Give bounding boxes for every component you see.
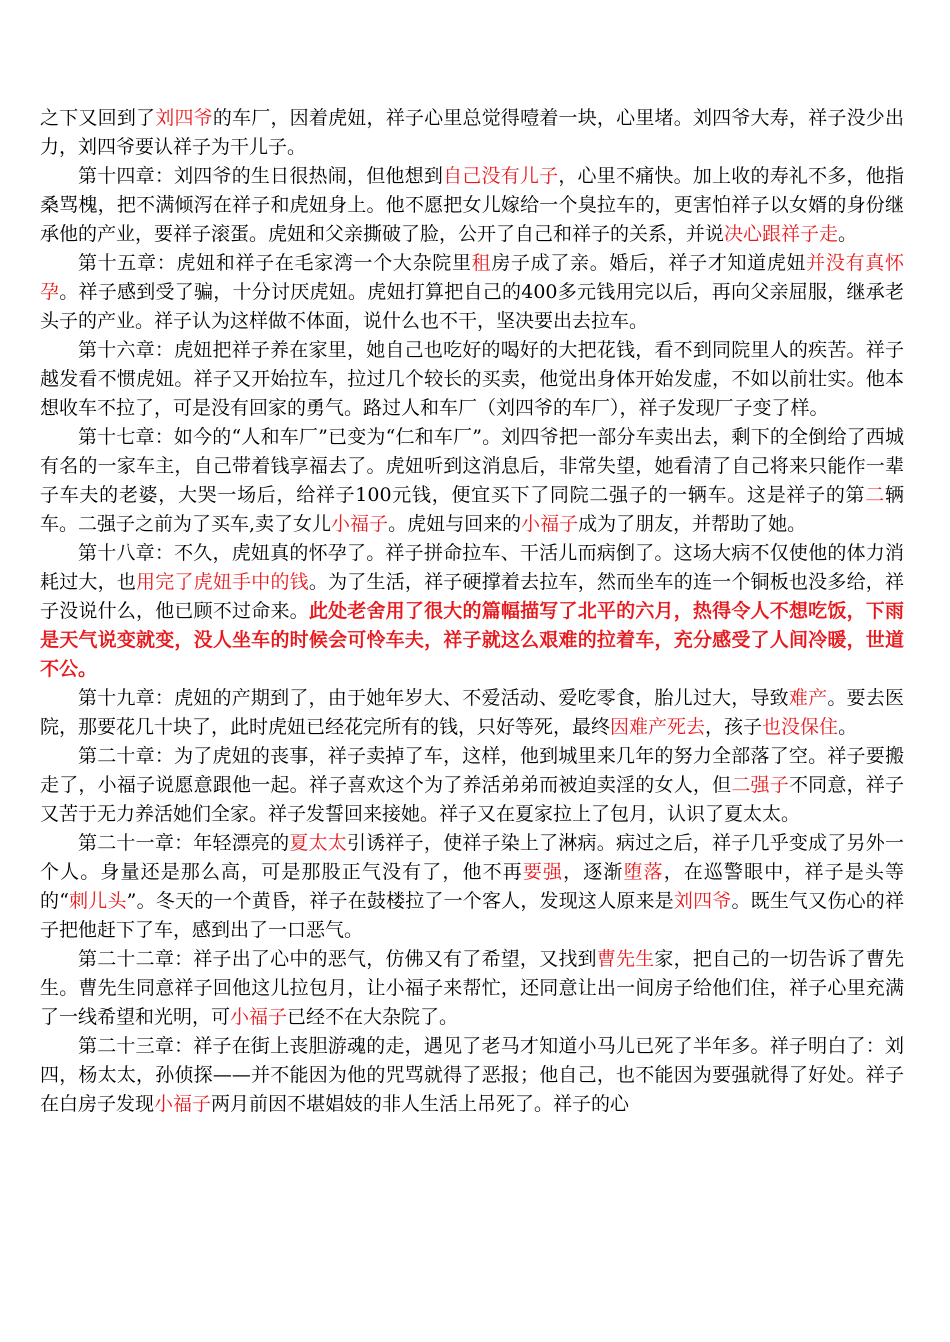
highlighted-text: 二强子 bbox=[731, 774, 789, 796]
highlighted-text: 夏太太 bbox=[289, 832, 347, 854]
text-segment: 第十四章：刘四爷的生日很热闹，但他想到 bbox=[78, 165, 444, 187]
paragraph-ch20 bbox=[40, 742, 904, 829]
highlighted-text: 也没保住 bbox=[762, 716, 839, 738]
highlighted-text: 小福子 bbox=[521, 513, 579, 535]
highlighted-text: 堕落 bbox=[623, 861, 664, 883]
paragraph-ch17 bbox=[40, 423, 904, 539]
text-segment: ，心里不痛快。加上收的寿礼不多，他指桑骂槐，把不满倾泻在祥子和虎妞身上。他不愿把女儿嫁给一个臭拉车的，更害怕祥子以女婿的身份继承他的产业，要祥子滚蛋。虎妞和父亲撕破了脸，公开了自己和祥子的关系，并说 bbox=[40, 165, 904, 245]
highlighted-text: 用完了虎妞手中的钱 bbox=[136, 571, 309, 593]
paragraph-ch15 bbox=[40, 249, 904, 336]
highlighted-text: 曹先生 bbox=[596, 948, 655, 970]
text-segment: 成为了朋友，并帮助了她。 bbox=[578, 513, 807, 535]
highlighted-text: 小福子 bbox=[230, 1006, 288, 1028]
highlighted-text: 决心跟祥子走 bbox=[724, 223, 839, 245]
text-segment: 的车厂，因着虎妞，祥子心里总觉得噎着一块，心里堵。刘四爷大寿，祥子没少出力，刘四爷要认祥子为干儿子。 bbox=[40, 107, 904, 158]
document-body bbox=[40, 104, 904, 1119]
highlighted-text: 此处老舍用了很大的篇幅描写了北平的六月，热得令人不想吃饭，下雨是天气说变就变，没人坐车的时候会可怜车夫，祥子就这么艰难的拉着车，充分感受了人间冷暖，世道不公。 bbox=[40, 600, 904, 680]
paragraph-ch14 bbox=[40, 162, 904, 249]
paragraph-p-continue bbox=[40, 104, 904, 162]
highlighted-text: 因难产死去 bbox=[610, 716, 706, 738]
paragraph-ch19 bbox=[40, 684, 904, 742]
text-segment: ，孩子 bbox=[705, 716, 763, 738]
text-segment: 第二十二章：祥子出了心中的恶气，仿佛又有了希望，又找到 bbox=[78, 948, 597, 970]
text-segment: 。为了生活，祥子硬撑着去拉车，然而坐车的连一个铜板也没多给，祥子没说什么，他已顾不过命来。 bbox=[40, 571, 904, 622]
highlighted-text: 难产 bbox=[788, 687, 828, 709]
text-segment: 第二十一章：年轻漂亮的 bbox=[78, 832, 290, 854]
text-segment: 之下又回到了 bbox=[40, 107, 156, 129]
text-segment: 引诱祥子，使祥子染上了淋病。病过之后，祥子几乎变成了另外一个人。身量还是那么高，可是那股正气没有了，他不再 bbox=[40, 832, 904, 883]
text-segment: 不同意，祥子又苦于无力养活她们全家。祥子发誓回来接她。祥子又在夏家拉上了包月，认识了夏太太。 bbox=[40, 774, 904, 825]
text-segment: 两月前因不堪娼妓的非人生活上吊死了。祥子的心 bbox=[211, 1093, 630, 1115]
paragraph-ch23 bbox=[40, 1032, 904, 1119]
text-segment: 。要去医院，那要花几十块了，此时虎妞已经花完所有的钱，只好等死，最终 bbox=[40, 687, 904, 738]
paragraph-ch22 bbox=[40, 945, 904, 1032]
text-segment: ，逐渐 bbox=[563, 861, 624, 883]
text-segment: 。 bbox=[838, 223, 858, 245]
text-segment: 。虎妞与回来的 bbox=[388, 513, 522, 535]
text-segment: 。 bbox=[838, 716, 858, 738]
text-segment: 第二十章：为了虎妞的丧事，祥子卖掉了车，这样，他到城里来几年的努力全部落了空。祥子要搬走了，小福子说愿意跟他一起。祥子喜欢这个为了养活弟弟而被迫卖淫的女人，但 bbox=[40, 745, 904, 796]
highlighted-text: 刺儿头 bbox=[68, 890, 127, 912]
paragraph-ch21 bbox=[40, 829, 904, 945]
paragraph-ch16 bbox=[40, 336, 904, 423]
highlighted-text: 小福子 bbox=[154, 1093, 212, 1115]
highlighted-text: 租 bbox=[471, 252, 492, 274]
text-segment: ，在巡警眼中，祥子是头等的“ bbox=[40, 861, 904, 912]
text-segment: ”。冬天的一个黄昏，祥子在鼓楼拉了一个客人，发现这人原来是 bbox=[126, 890, 674, 912]
highlighted-text: 并没有真怀孕 bbox=[40, 252, 904, 303]
text-segment: 。祥子感到受了骗，十分讨厌虎妞。虎妞打算把自己的400多元钱用完以后，再向父亲屈服，继承老头子的产业。祥子认为这样做不体面，说什么也不干，坚决要出去拉车。 bbox=[40, 281, 904, 332]
text-segment: 第十九章：虎妞的产期到了，由于她年岁大、不爱活动、爱吃零食，胎儿过大，导致 bbox=[78, 687, 789, 709]
text-segment: 第十七章：如今的“人和车厂”已变为“仁和车厂”。刘四爷把一部分车卖出去，剩下的全倒给了西城有名的一家车主，自己带着钱享福去了。虎妞听到这消息后，非常失望，她看清了自己将来只能作一辈子车夫的老婆，大哭一场后，给祥子100元钱，便宜买下了同院二强子的一辆车。这是祥子的第 bbox=[40, 426, 904, 506]
text-segment: 第二十三章：祥子在街上丧胆游魂的走，遇见了老马才知道小马儿已死了半年多。祥子明白了：刘四，杨太太，孙侦探——并不能因为他的咒骂就得了恶报；他自己，也不能因为要强就得了好处。祥子在白房子发现 bbox=[40, 1035, 904, 1115]
highlighted-text: 刘四爷 bbox=[673, 890, 732, 912]
highlighted-text: 小福子 bbox=[331, 513, 389, 535]
paragraph-ch18 bbox=[40, 539, 904, 684]
highlighted-text: 刘四爷 bbox=[155, 107, 213, 129]
text-segment: 辆车。二强子之前为了买车,卖了女儿 bbox=[40, 484, 904, 535]
text-segment: 已经不在大杂院了。 bbox=[287, 1006, 459, 1028]
highlighted-text: 要强 bbox=[522, 861, 564, 883]
highlighted-text: 二 bbox=[865, 484, 885, 506]
text-segment: 第十五章：虎妞和祥子在毛家湾一个大杂院里 bbox=[78, 252, 472, 274]
text-segment: 。既生气又伤心的祥子把他赶下了车，感到出了一口恶气。 bbox=[40, 890, 904, 941]
highlighted-text: 自己没有儿子 bbox=[443, 165, 559, 187]
text-segment: 家，把自己的一切告诉了曹先生。曹先生同意祥子回他这儿拉包月，让小福子来帮忙，还同意让出一间房子给他们住，祥子心里充满了一线希望和光明，可 bbox=[40, 948, 904, 1028]
text-segment: 房子成了亲。婚后，祥子才知道虎妞 bbox=[491, 252, 807, 274]
text-segment: 第十六章：虎妞把祥子养在家里，她自己也吃好的喝好的大把花钱，看不到同院里人的疾苦。祥子越发看不惯虎妞。祥子又开始拉车，拉过几个较长的买卖，他觉出身体开始发虚，不如以前壮实。他本想收车不拉了，可是没有回家的勇气。路过人和车厂（刘四爷的车厂），祥子发现厂子变了样。 bbox=[40, 339, 904, 419]
text-segment: 第十八章：不久，虎妞真的怀孕了。祥子拼命拉车、干活儿而病倒了。这场大病不仅使他的体力消耗过大，也 bbox=[40, 542, 904, 593]
